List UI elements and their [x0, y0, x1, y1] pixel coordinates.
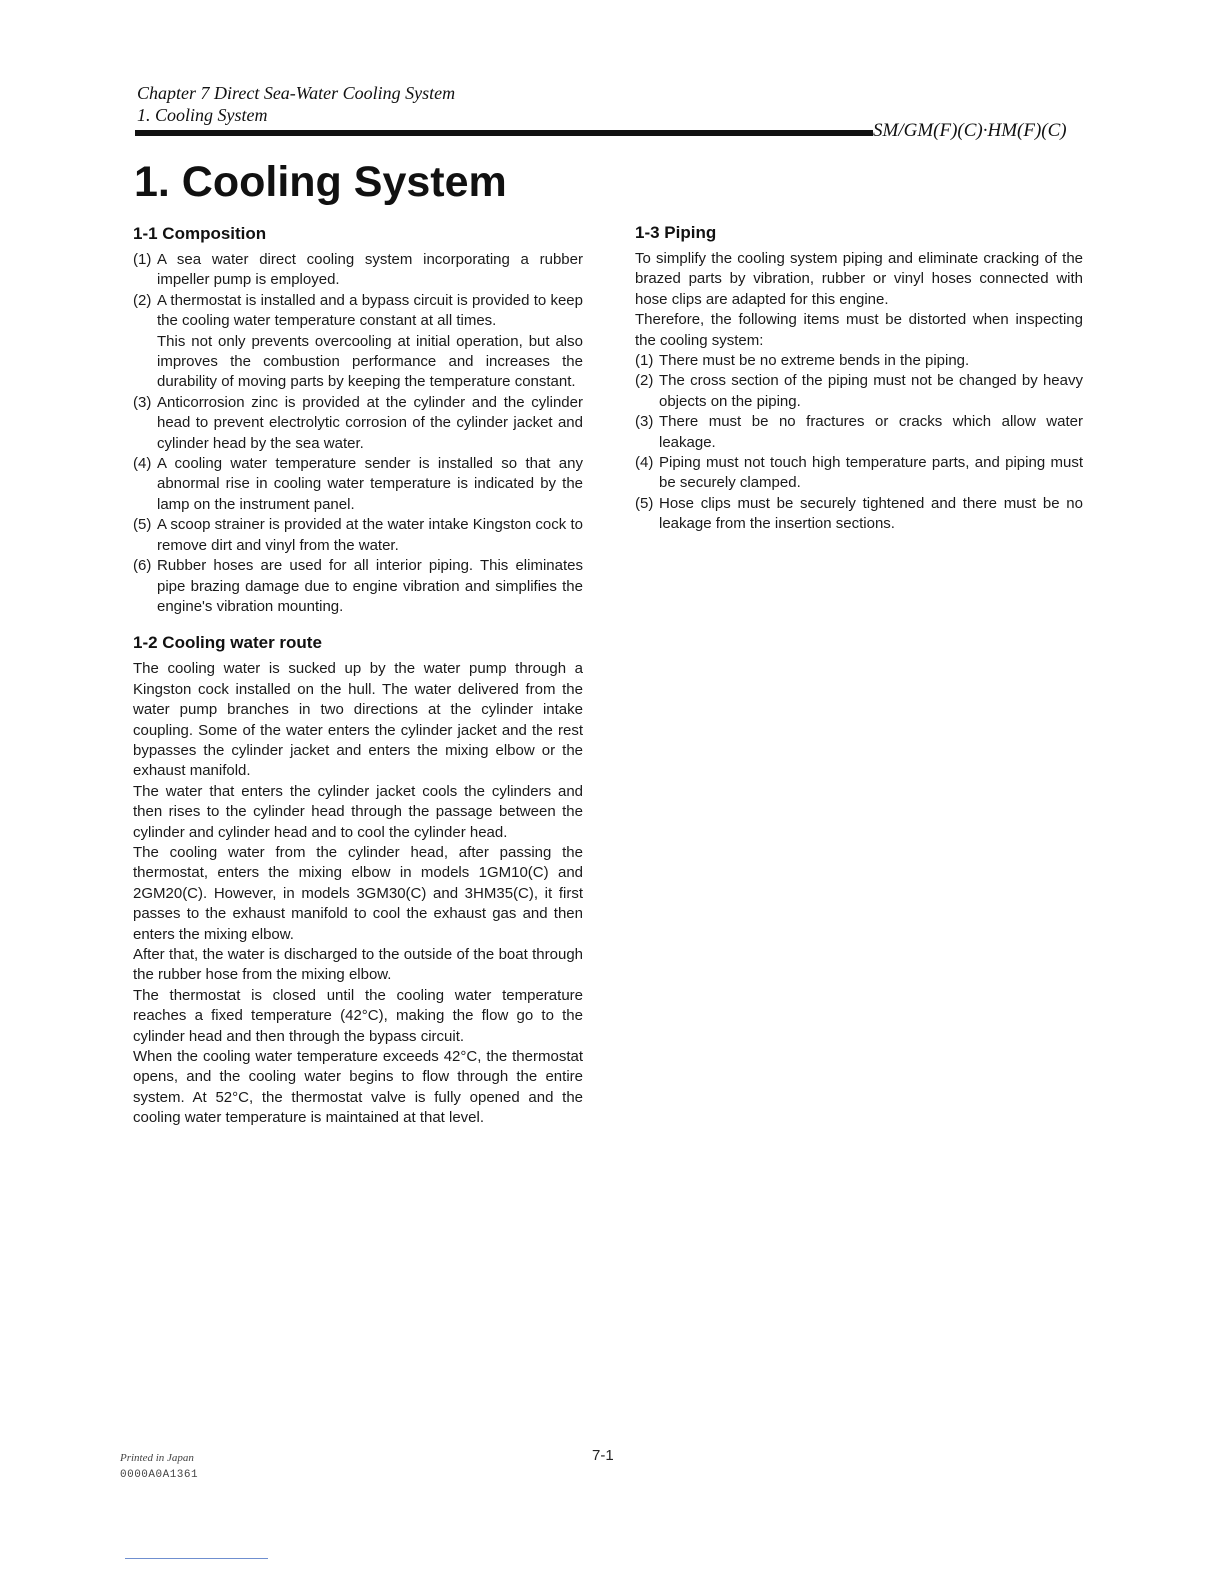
item-number: (1)	[635, 352, 654, 370]
list-item	[635, 412, 1083, 453]
item-number: (4)	[635, 454, 654, 472]
item-text: Hose clips must be securely tightened and there must be no leakage from the insertion sections.	[659, 494, 1083, 533]
section-label: 1. Cooling System	[137, 105, 268, 125]
paragraph: To simplify the cooling system piping and eliminate cracking of the brazed parts by vibration, rubber or vinyl hoses connected with hose clips are adapted for this engine.	[635, 250, 1083, 308]
item-continuation: This not only prevents overcooling at initial operation, but also improves the combustion performance and increases the durability of moving parts by keeping the temperature constant.	[157, 332, 583, 391]
document-code: 0000A0A1361	[120, 1469, 199, 1481]
item-text: Rubber hoses are used for all interior piping. This eliminates pipe brazing damage due to engine vibration and simplifies the engine's vibration mounting.	[157, 557, 583, 615]
printed-in-label: Printed in Japan	[120, 1452, 194, 1464]
paragraph: Therefore, the following items must be distorted when inspecting the cooling system:	[635, 311, 1083, 349]
item-number: (4)	[133, 455, 152, 473]
item-text: There must be no fractures or cracks which allow water leakage.	[659, 413, 1083, 451]
chapter-label: Chapter 7 Direct Sea-Water Cooling System	[137, 83, 456, 103]
list-item	[133, 393, 583, 454]
item-number: (2)	[635, 372, 654, 390]
item-number: (5)	[133, 516, 152, 534]
left-column	[133, 222, 583, 1129]
right-column	[635, 221, 1083, 535]
item-number: (6)	[133, 557, 152, 575]
item-number: (5)	[635, 494, 654, 512]
section-heading-route: 1-2 Cooling water route	[133, 633, 322, 653]
item-number: (1)	[133, 251, 152, 268]
list-item	[635, 371, 1083, 412]
item-text: Anticorrosion zinc is provided at the cylinder and the cylinder head to prevent electrolytic corrosion of the cylinder jacket and cylinder head by the sea water.	[157, 393, 583, 452]
item-text: The cross section of the piping must not be changed by heavy objects on the piping.	[659, 372, 1083, 410]
item-text: There must be no extreme bends in the piping.	[659, 352, 970, 370]
model-code: SM/GM(F)(C)·HM(F)(C)	[873, 120, 1067, 141]
paragraph: The water that enters the cylinder jacket cools the cylinders and then rises to the cylinder head through the passage between the cylinder and cylinder head and to cool the cylinder head.	[133, 782, 583, 841]
item-text: A scoop strainer is provided at the water intake Kingston cock to remove dirt and vinyl from the water.	[157, 516, 583, 554]
section-heading-piping: 1-3 Piping	[635, 223, 717, 242]
paragraph: The cooling water from the cylinder head, after passing the thermostat, enters the mixing elbow in models 1GM10(C) and 2GM20(C). However, in models 3GM30(C) and 3HM35(C), it first passes to the exhaust manifold to cool the exhaust gas and then enters the mixing elbow.	[133, 843, 583, 943]
list-item	[133, 515, 583, 556]
running-head	[137, 82, 455, 126]
header-rule	[135, 130, 873, 136]
item-text: A thermostat is installed and a bypass circuit is provided to keep the cooling water temperature constant at all times.	[157, 291, 583, 330]
item-text: A sea water direct cooling system incorporating a rubber impeller pump is employed.	[157, 251, 583, 289]
item-number: (3)	[133, 393, 152, 411]
item-number: (2)	[133, 291, 152, 309]
section-heading-composition: 1-1 Composition	[133, 224, 267, 243]
paragraph: The thermostat is closed until the cooling water temperature reaches a fixed temperature (42°C), making the flow go to the cylinder head and then through the bypass circuit.	[133, 986, 583, 1045]
list-item	[635, 351, 1083, 371]
list-item	[133, 556, 583, 617]
item-number: (3)	[635, 413, 654, 431]
list-item	[133, 454, 583, 515]
footer-divider	[125, 1558, 268, 1559]
paragraph: When the cooling water temperature exceeds 42°C, the thermostat opens, and the cooling water begins to flow through the entire system. At 52°C, the thermostat valve is fully opened and the cooling water temperature is maintained at that level.	[133, 1048, 583, 1127]
list-item	[635, 494, 1083, 535]
paragraph: The cooling water is sucked up by the water pump through a Kingston cock installed on the hull. The water delivered from the water pump branches in two directions at the cylinder intake coupling. Some of the water enters the cylinder jacket and the rest bypasses the cylinder jacket and enters the mixing elbow or the exhaust manifold.	[133, 660, 583, 780]
list-item	[635, 453, 1083, 494]
item-text: Piping must not touch high temperature parts, and piping must be securely clamped.	[659, 454, 1083, 492]
page-number: 7-1	[592, 1447, 614, 1464]
page-title: 1. Cooling System	[134, 158, 507, 206]
item-text: A cooling water temperature sender is installed so that any abnormal rise in cooling water temperature is indicated by the lamp on the instrument panel.	[157, 455, 583, 513]
paragraph: After that, the water is discharged to the outside of the boat through the rubber hose from the mixing elbow.	[133, 946, 583, 984]
list-item	[133, 250, 583, 291]
list-item	[133, 291, 583, 332]
